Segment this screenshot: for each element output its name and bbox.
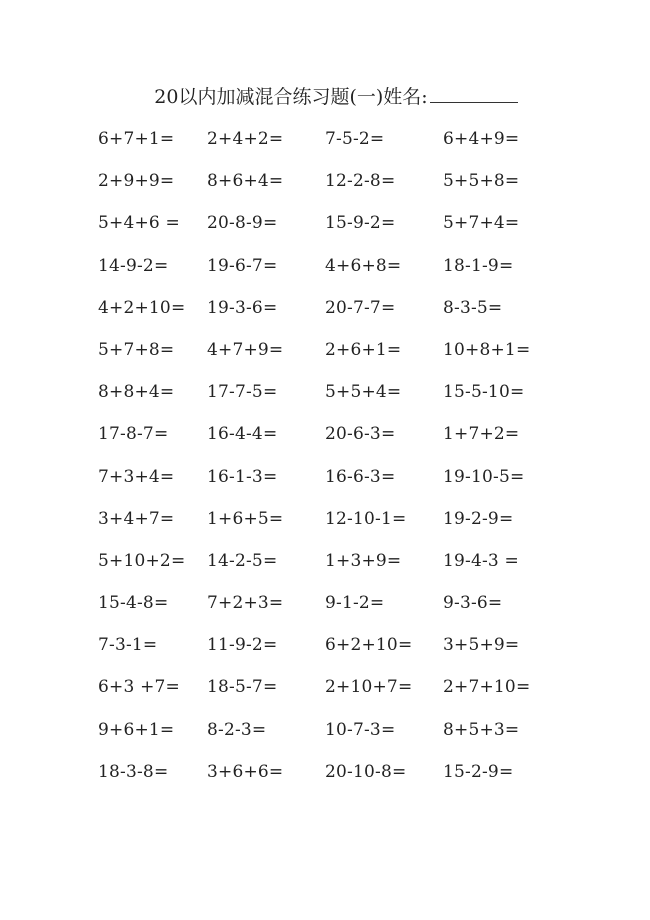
problem-row [98,170,598,212]
problem-item: 18-5-7= [207,677,278,698]
problem-item: 6+2+10= [325,635,413,656]
problem-item: 1+6+5= [207,508,284,529]
title-text: 20以内加减混合练习题(一)姓名: [154,86,428,108]
problem-item: 10+8+1= [443,339,531,360]
problem-row [98,592,598,634]
worksheet-title [0,84,650,109]
problem-item: 5+10+2= [98,550,186,571]
problem-row [98,297,598,339]
problem-item: 14-9-2= [98,255,169,276]
problem-item: 2+10+7= [325,677,413,698]
problem-item: 5+4+6 = [98,213,180,234]
problem-item: 7-5-2= [325,129,385,149]
problem-item: 4+7+9= [207,339,284,360]
problem-row [98,423,598,465]
problem-item: 14-2-5= [207,550,278,571]
problem-row [98,212,598,254]
problem-item: 9-1-2= [325,593,385,614]
problem-row [98,761,598,803]
problem-item: 16-1-3= [207,466,278,487]
problem-item: 15-9-2= [325,213,396,234]
problem-item: 10-7-3= [325,719,396,740]
problem-item: 8-2-3= [207,719,267,740]
problem-row [98,466,598,508]
problem-item: 20-8-9= [207,213,278,234]
problem-item: 19-6-7= [207,255,278,276]
problem-item: 2+6+1= [325,339,402,360]
problem-item: 5+5+4= [325,382,402,403]
problem-item: 3+6+6= [207,761,284,782]
problem-item: 20-7-7= [325,297,396,318]
name-blank-line[interactable] [430,84,518,103]
problem-item: 9+6+1= [98,719,175,740]
problem-item: 12-10-1= [325,508,407,529]
problem-item: 5+7+8= [98,339,175,360]
problem-item: 2+7+10= [443,677,531,698]
problem-item: 19-2-9= [443,508,514,529]
problem-item: 11-9-2= [207,635,278,656]
problem-item: 19-10-5= [443,466,525,487]
problem-row [98,676,598,718]
problem-item: 17-8-7= [98,424,169,445]
problem-item: 15-2-9= [443,761,514,782]
problem-item: 20-10-8= [325,761,407,782]
problem-item: 19-4-3 = [443,550,519,571]
problem-item: 19-3-6= [207,297,278,318]
problem-item: 7-3-1= [98,635,158,656]
problem-item: 1+3+9= [325,550,402,571]
problem-row [98,719,598,761]
problem-item: 6+4+9= [443,129,520,149]
problem-row [98,339,598,381]
problem-item: 16-6-3= [325,466,396,487]
problem-item: 8+5+3= [443,719,520,740]
problem-item: 8+6+4= [207,171,284,192]
problem-row [98,381,598,423]
problem-item: 2+9+9= [98,171,175,192]
problem-item: 6+7+1= [98,129,175,149]
problem-item: 7+2+3= [207,593,284,614]
problem-item: 1+7+2= [443,424,520,445]
problem-item: 6+3 +7= [98,677,180,698]
problem-item: 18-1-9= [443,255,514,276]
problem-item: 5+7+4= [443,213,520,234]
problem-item: 17-7-5= [207,382,278,403]
problem-item: 3+5+9= [443,635,520,656]
problem-item: 8+8+4= [98,382,175,403]
problem-row [98,508,598,550]
problem-item: 4+2+10= [98,297,186,318]
problem-item: 15-5-10= [443,382,525,403]
problem-item: 15-4-8= [98,593,169,614]
problem-row [98,634,598,676]
problem-item: 16-4-4= [207,424,278,445]
problem-item: 8-3-5= [443,297,503,318]
problem-item: 2+4+2= [207,129,284,149]
problem-item: 7+3+4= [98,466,175,487]
problem-item: 12-2-8= [325,171,396,192]
problem-grid [98,128,598,803]
problem-item: 3+4+7= [98,508,175,529]
problem-row [98,128,598,170]
problem-item: 18-3-8= [98,761,169,782]
problem-item: 9-3-6= [443,593,503,614]
problem-item: 4+6+8= [325,255,402,276]
problem-row [98,550,598,592]
problem-row [98,255,598,297]
problem-item: 5+5+8= [443,171,520,192]
problem-item: 20-6-3= [325,424,396,445]
